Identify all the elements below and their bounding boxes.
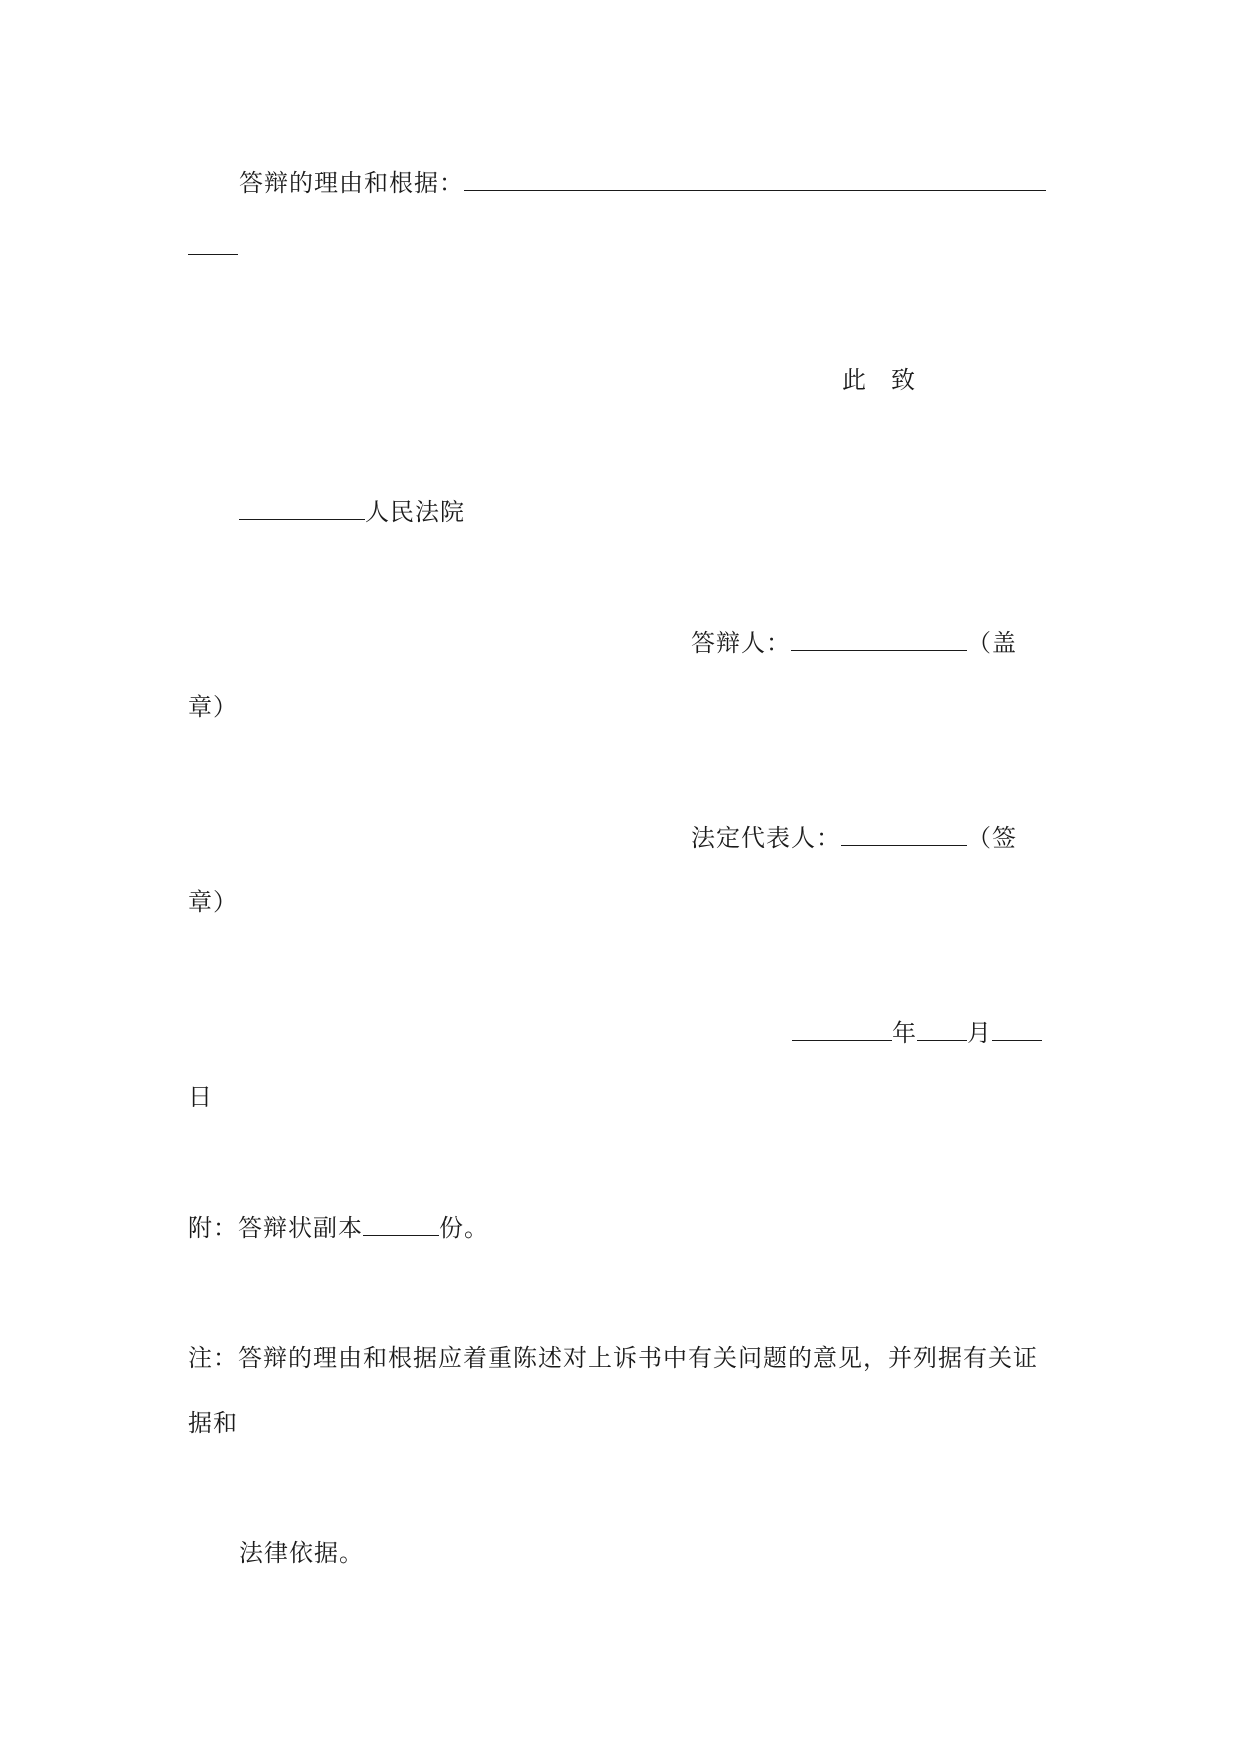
- court-suffix: 人民法院: [365, 498, 465, 526]
- court-line: [239, 497, 465, 527]
- reasons-blank[interactable]: [464, 168, 1046, 191]
- note-text-3: 法律依据。: [239, 1539, 364, 1567]
- reasons-line: [239, 168, 1046, 198]
- month-blank[interactable]: [917, 1018, 967, 1041]
- year-blank[interactable]: [792, 1018, 892, 1041]
- respondent-line: [691, 628, 1017, 658]
- closing-salutation: [842, 365, 916, 395]
- month-label: 月: [967, 1019, 992, 1047]
- respondent-blank[interactable]: [791, 628, 967, 651]
- attachment-line: [188, 1213, 489, 1243]
- note-line-2: [188, 1408, 238, 1438]
- reasons-blank-continued[interactable]: [188, 232, 238, 255]
- note-text-1: 注：答辩的理由和根据应着重陈述对上诉书中有关问题的意见，并列据有关证: [188, 1344, 1038, 1372]
- year-label: 年: [892, 1019, 917, 1047]
- respondent-seal-open: （盖: [967, 629, 1017, 657]
- respondent-seal-close: 章）: [188, 693, 238, 721]
- legal-rep-label: 法定代表人：: [691, 824, 841, 852]
- respondent-label: 答辩人：: [691, 629, 791, 657]
- reasons-continuation: [188, 232, 238, 262]
- legal-rep-line: [691, 823, 1017, 853]
- date-line: [792, 1018, 1042, 1048]
- day-line: [188, 1082, 213, 1112]
- day-blank[interactable]: [992, 1018, 1042, 1041]
- closing-word-2: 致: [891, 366, 916, 394]
- note-line-1: [188, 1343, 1038, 1373]
- day-label: 日: [188, 1083, 213, 1111]
- copies-blank[interactable]: [363, 1213, 439, 1236]
- attachment-prefix: 附：答辩状副本: [188, 1214, 363, 1242]
- reasons-label: 答辩的理由和根据：: [239, 169, 464, 197]
- legal-rep-blank[interactable]: [841, 823, 967, 846]
- respondent-seal-line: [188, 692, 238, 722]
- note-text-2: 据和: [188, 1409, 238, 1437]
- legal-rep-sign-line: [188, 887, 238, 917]
- court-name-blank[interactable]: [239, 497, 365, 520]
- closing-word-1: 此: [842, 366, 867, 394]
- legal-rep-sign-close: 章）: [188, 888, 238, 916]
- note-line-3: [239, 1538, 364, 1568]
- attachment-suffix: 份。: [439, 1214, 489, 1242]
- legal-rep-sign-open: （签: [967, 824, 1017, 852]
